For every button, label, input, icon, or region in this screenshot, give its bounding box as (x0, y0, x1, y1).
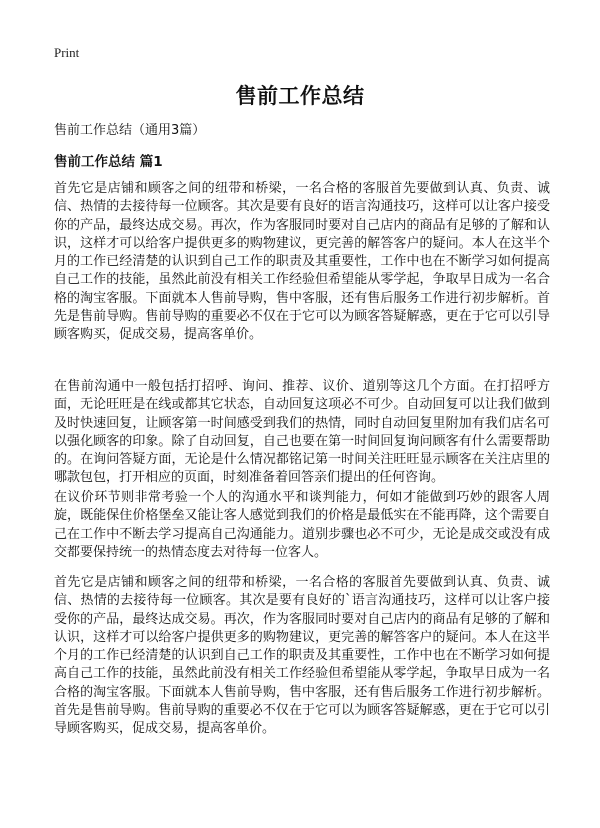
body-paragraph-1: 首先它是店铺和顾客之间的纽带和桥梁，一名合格的客服首先要做到认真、负责、诚信、热情的去接待每一位顾客。其次是要有良好的语言沟通技巧，这样可以让客户接受你的产品，最终达成交易。再次，作为客服同时要对自己店内的商品有足够的了解和认识，这样才可以给客户提供更多的购物建议，更完善的解答客户的疑问。本人在这半个月的工作已经清楚的认识到自己工作的职责及其重要性，工作中也在不断学习如何提高自己工作的技能，虽然此前没有相关工作经验但希望能从零学起，争取早日成为一名合格的淘宝客服。下面就本人售前导购，售中客服，还有售后服务工作进行初步解析。首先是售前导购。售前导购的重要必不仅在于它可以为顾客答疑解惑，更在于它可以引导顾客购买，促成交易，提高客单价。 (54, 181, 550, 343)
document-subtitle: 售前工作总结（通用3篇） (54, 123, 206, 138)
body-paragraph-4: 首先它是店铺和顾客之间的纽带和桥梁，一名合格的客服首先要做到认真、负责、诚信、热情的去接待每一位顾客。其次是要有良好的`语言沟通技巧，这样可以让客户接受你的产品，最终达成交易。再次，作为客服同时要对自己店内的商品有足够的了解和认识，这样才可以给客户提供更多的购物建议，更完善的解答客户的疑问。本人在这半个月的工作已经清楚的认识到自己工作的职责及其重要性，工作中也在不断学习如何提高自己工作的技能，虽然此前没有相关工作经验但希望能从零学起，争取早日成为一名合格的淘宝客服。下面就本人售前导购，售中客服，还有售后服务工作进行初步解析。首先是售前导购。售前导购的重要必不仅在于它可以为顾客答疑解惑，更在于它可以引导顾客购买，促成交易，提高客单价。 (54, 575, 550, 737)
print-label: Print (54, 45, 80, 60)
document-title: 售前工作总结 (235, 84, 365, 108)
body-paragraph-3: 在议价环节则非常考验一个人的沟通水平和谈判能力，何如才能做到巧妙的跟客人周旋，既能保住价格堡垒又能让客人感觉到我们的价格是最低实在不能再降，这个需要自己在工作中不断去学习提高自己沟通能力。道别步骤也必不可少，无论是成交或没有成交都要保持统一的热情态度去对待每一位客人。 (54, 490, 550, 560)
body-paragraph-2: 在售前沟通中一般包括打招呼、询问、推荐、议价、道别等这几个方面。在打招呼方面，无论旺旺是在线或都其它状态，自动回复这项必不可少。自动回复可以让我们做到及时快速回复，让顾客第一时间感受到我们的热情，同时自动回复里附加有我们店名可以强化顾客的印象。除了自动回复，自己也要在第一时间回复询问顾客有什么需要帮助的。在询问答疑方面，无论是什么情况都铭记第一时间关注旺旺显示顾客在关注店里的哪款包包，打开相应的页面，时刻准备着回答亲们提出的任何咨询。 (54, 379, 550, 486)
section-heading: 售前工作总结 篇1 (54, 154, 163, 170)
